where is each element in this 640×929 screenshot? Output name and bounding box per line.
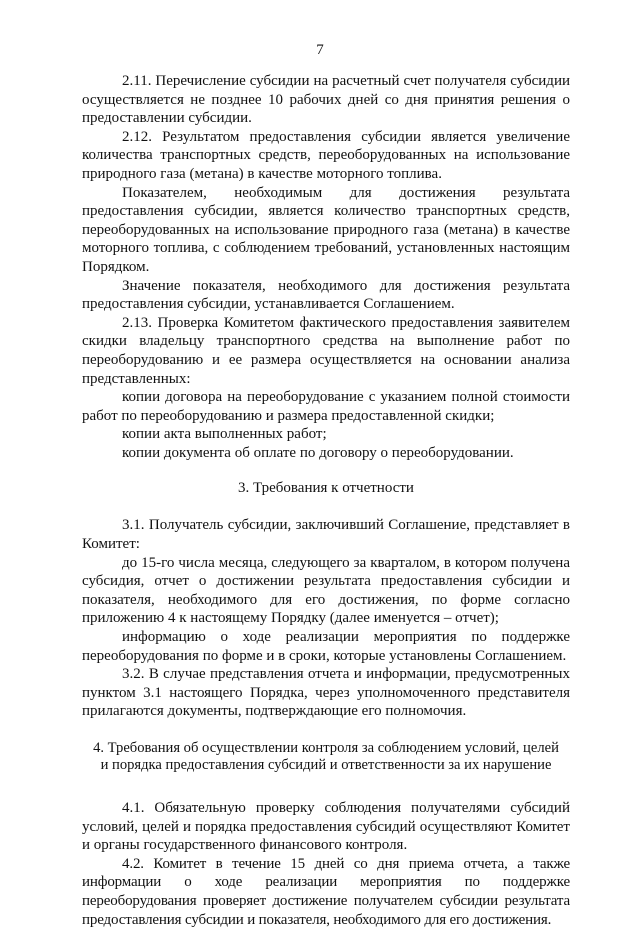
paragraph-report-deadline: до 15-го числа месяца, следующего за кварталом, в котором получена субсидия, отчет о достижении результата предоставления субсидии и показателя, необходимого для его достижения, по форме согласно приложению 4 к настоящему Порядку (далее именуется – отчет); bbox=[82, 554, 570, 627]
paragraph-2-11: 2.11. Перечисление субсидии на расчетный счет получателя субсидии осуществляется не позднее 10 рабочих дней со дня принятия решения о предоставлении субсидии. bbox=[82, 73, 570, 127]
list-item-payment-copy: копии документа об оплате по договору о переоборудовании. bbox=[122, 444, 514, 461]
paragraph-indicator: Показателем, необходимым для достижения результата предоставления субсидии, является количество транспортных средств, переоборудованных на использование природного газа (метана) в качестве моторного топлива, с соблюдением требований, установленных настоящим Порядком. bbox=[82, 184, 570, 275]
section-4-heading-line-1: 4. Требования об осуществлении контроля за соблюдением условий, целей bbox=[93, 740, 559, 756]
paragraph-progress-info: информацию о ходе реализации мероприятия по поддержке переоборудования по форме и в сроки, которые установлены Соглашением. bbox=[82, 629, 570, 664]
section-3-heading: 3. Требования к отчетности bbox=[238, 480, 414, 497]
document-body bbox=[82, 72, 570, 929]
paragraph-2-13: 2.13. Проверка Комитетом фактического предоставления заявителем скидки владельцу транспортного средства на выполнение работ по переоборудованию и ее размера осуществляется на основании анализа представленных: bbox=[82, 314, 570, 387]
paragraph-4-1: 4.1. Обязательную проверку соблюдения получателями субсидий условий, целей и порядка предоставления субсидий осуществляют Комитет и органы государственного финансового контроля. bbox=[82, 800, 570, 854]
section-4-heading-line-2: и порядка предоставления субсидий и ответственности за их нарушение bbox=[100, 757, 552, 773]
page-number: 7 bbox=[316, 42, 324, 58]
section-4-heading bbox=[82, 740, 570, 774]
paragraph-4-2: 4.2. Комитет в течение 15 дней со дня приема отчета, а также информации о ходе реализации мероприятия по поддержке переоборудования проверяет достижение получателем субсидии результата предоставления субсидии и показателя, необходимого для его достижения. bbox=[82, 855, 570, 928]
list-item-act-copy: копии акта выполненных работ; bbox=[122, 426, 327, 443]
paragraph-2-12: 2.12. Результатом предоставления субсидии является увеличение количества транспортных средств, переоборудованных на использование природного газа (метана) в качестве моторного топлива. bbox=[82, 128, 570, 182]
paragraph-3-1: 3.1. Получатель субсидии, заключивший Соглашение, представляет в Комитет: bbox=[82, 517, 570, 553]
list-item-contract-copy: копии договора на переоборудование с указанием полной стоимости работ по переоборудованию и размера предоставленной скидки; bbox=[82, 389, 570, 424]
paragraph-3-2: 3.2. В случае представления отчета и информации, предусмотренных пунктом 3.1 настоящего Порядка, через уполномоченного представителя прилагаются документы, подтверждающие его полномочия. bbox=[82, 666, 570, 720]
paragraph-indicator-value: Значение показателя, необходимого для достижения результата предоставления субсидии, устанавливается Соглашением. bbox=[82, 277, 570, 313]
